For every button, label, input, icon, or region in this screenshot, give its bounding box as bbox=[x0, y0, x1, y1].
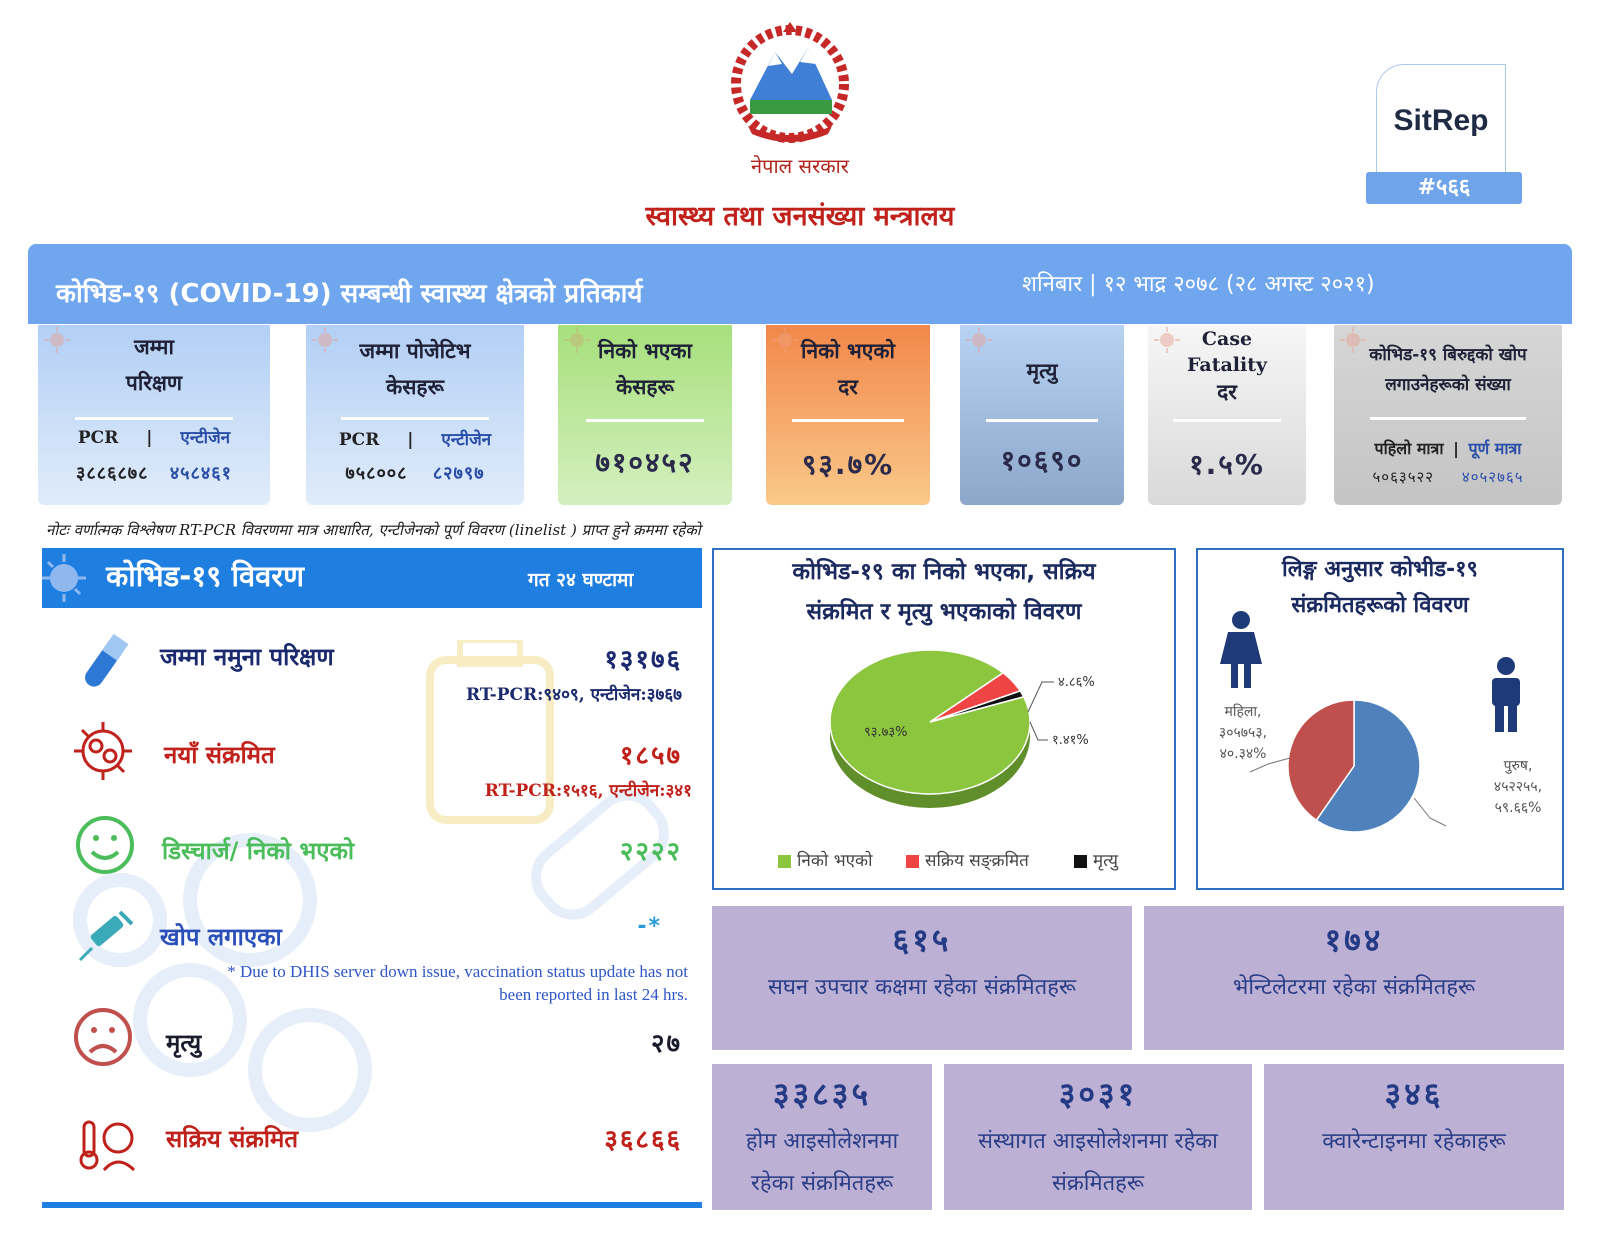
legend-label: निको भएको bbox=[797, 851, 873, 871]
card-value: ९३.७% bbox=[801, 448, 895, 481]
tile-value: १७४ bbox=[1324, 921, 1384, 959]
card-sub-labels bbox=[1334, 437, 1562, 459]
tile-institutional-isolation bbox=[944, 1064, 1252, 1210]
tile-value: ६१५ bbox=[892, 921, 952, 959]
outcome-pie-chart bbox=[714, 640, 1174, 840]
virus-icon bbox=[40, 548, 90, 608]
card-value: १०६९० bbox=[1000, 444, 1084, 477]
separator: | bbox=[407, 430, 414, 450]
card-total-tests bbox=[38, 325, 270, 505]
antigen-value: ८२७९७ bbox=[432, 463, 485, 484]
card-title-line2: केसहरू bbox=[616, 375, 674, 399]
card-title-line1: जम्मा पोजेटिभ bbox=[359, 339, 471, 363]
discharged-value: २२२२ bbox=[619, 837, 682, 867]
card-title-line3: दर bbox=[1217, 380, 1237, 404]
card-divider bbox=[792, 419, 904, 422]
tile-value: ३४६ bbox=[1384, 1075, 1444, 1113]
first-dose-label: पहिलो मात्रा bbox=[1374, 439, 1444, 458]
sitrep-label: SitRep bbox=[1393, 104, 1489, 137]
tile-label-line2: संक्रमितहरू bbox=[1052, 1171, 1144, 1196]
pcr-value: ३८८६८७८ bbox=[76, 463, 149, 484]
card-title-line1: निको भएका bbox=[598, 339, 692, 363]
footnote: नोटः वर्णात्मक विश्लेषण RT-PCR विवरणमा मात्र आधारित, एन्टीजेनको पूर्ण विवरण (linelist ) प्राप्त हुने क्रममा रहेको bbox=[46, 521, 701, 539]
banner-title: कोभिड-१९ (COVID-19) सम्बन्धी स्वास्थ्य क्षेत्रको प्रतिकार्य bbox=[56, 279, 643, 309]
card-deaths bbox=[960, 325, 1124, 505]
slice-label-deaths: १.४१% bbox=[1052, 733, 1089, 748]
sitrep-number: #५६६ bbox=[1366, 172, 1522, 204]
full-dose-label: पूर्ण मात्रा bbox=[1468, 439, 1522, 458]
test-tube-icon bbox=[70, 628, 136, 694]
vaccinated-label: खोप लगाएका bbox=[160, 923, 282, 951]
smiley-icon bbox=[72, 812, 138, 878]
government-name: नेपाल सरकार bbox=[751, 154, 849, 178]
vaccination-note-line2: been reported in last 24 hrs. bbox=[499, 985, 688, 1004]
tests-breakdown: RT-PCR:९४०९, एन्टीजेन:३७६७ bbox=[465, 685, 682, 705]
new-cases-value: १८५७ bbox=[619, 741, 682, 771]
tile-label: भेन्टिलेटरमा रहेका संक्रमितहरू bbox=[1232, 975, 1476, 1000]
ministry-name: स्वास्थ्य तथा जनसंख्या मन्त्रालय bbox=[645, 201, 955, 232]
card-title-line2: दर bbox=[838, 375, 858, 399]
new-cases-label: नयाँ संक्रमित bbox=[164, 741, 275, 769]
pcr-label: PCR bbox=[338, 430, 380, 450]
nepal-government-emblem bbox=[720, 22, 860, 152]
card-sub-labels bbox=[306, 427, 524, 450]
new-cases-breakdown: RT-PCR:१५१६, एन्टीजेन:३४१ bbox=[484, 781, 692, 801]
card-case-fatality bbox=[1148, 325, 1306, 505]
legend-recovered bbox=[778, 848, 873, 871]
card-title-line1: कोभिड-१९ बिरुद्दको खोप bbox=[1369, 345, 1527, 365]
card-title-line1: जम्मा bbox=[134, 335, 174, 359]
gender-chart-title-line1: लिङ्ग अनुसार कोभीड-१९ bbox=[1282, 557, 1478, 582]
separator: | bbox=[146, 428, 153, 448]
active-label: सक्रिय संक्रमित bbox=[166, 1125, 299, 1153]
card-divider bbox=[1370, 417, 1525, 420]
virus-icon bbox=[966, 327, 992, 353]
card-total-positive bbox=[306, 325, 524, 505]
card-title-line2: परिक्षण bbox=[125, 371, 183, 395]
male-label-count: ४५२२५५, bbox=[1493, 779, 1543, 795]
tile-value: ३०३१ bbox=[1058, 1075, 1138, 1113]
card-title-line1: निको भएको bbox=[801, 339, 895, 363]
legend-swatch bbox=[778, 855, 791, 868]
legend-label: मृत्यु bbox=[1093, 851, 1118, 871]
banner-date: शनिबार | १२ भाद्र २०७८ (२८ अगस्ट २०२१) bbox=[1022, 272, 1375, 297]
card-divider bbox=[75, 417, 233, 420]
female-label-pct: ४०.३४% bbox=[1219, 746, 1267, 762]
outcome-chart-title-line1: कोभिड-१९ का निको भएका, सक्रिय bbox=[792, 559, 1096, 585]
card-divider bbox=[1173, 419, 1280, 422]
female-data-label bbox=[1208, 702, 1278, 765]
legend-label: सक्रिय सङ्क्रमित bbox=[925, 851, 1029, 871]
card-title-line2: Fatality bbox=[1186, 354, 1268, 376]
card-recovery-rate bbox=[766, 325, 930, 505]
tile-icu bbox=[712, 906, 1132, 1050]
full-dose-value: ४०५२७६५ bbox=[1461, 468, 1524, 486]
card-divider bbox=[341, 417, 489, 420]
tile-label: सघन उपचार कक्षमा रहेका संक्रमितहरू bbox=[767, 975, 1076, 1000]
vaccination-note bbox=[96, 960, 688, 1006]
separator: | bbox=[1453, 439, 1459, 458]
legend-swatch bbox=[1074, 855, 1087, 868]
card-sub-values bbox=[306, 461, 524, 485]
first-dose-value: ५०६३५२२ bbox=[1372, 468, 1435, 486]
tile-label-line2: रहेका संक्रमितहरू bbox=[750, 1171, 894, 1196]
vaccinated-value: -* bbox=[637, 914, 662, 939]
discharged-label: डिस्चार्ज/ निको भएको bbox=[162, 837, 355, 865]
tile-home-isolation bbox=[712, 1064, 932, 1210]
card-vaccinated bbox=[1334, 325, 1562, 505]
card-title-line2: लगाउनेहरूको संख्या bbox=[1385, 375, 1511, 395]
male-label-pct: ५९.६६% bbox=[1494, 800, 1542, 816]
legend-deaths bbox=[1074, 848, 1118, 871]
slice-label-active: ४.८६% bbox=[1058, 675, 1095, 690]
leader-line bbox=[1414, 798, 1446, 826]
card-divider bbox=[986, 419, 1098, 422]
card-sub-labels bbox=[38, 425, 270, 448]
tile-ventilator bbox=[1144, 906, 1564, 1050]
antigen-label: एन्टीजेन bbox=[441, 430, 492, 450]
outcome-chart-title-line2: संक्रमित र मृत्यु भएकाको विवरण bbox=[806, 599, 1082, 625]
tests-label: जम्मा नमुना परिक्षण bbox=[160, 643, 334, 671]
slice-label-recovered: ९३.७३% bbox=[864, 725, 908, 740]
card-recovered bbox=[558, 325, 732, 505]
left-panel-bottom-rule bbox=[42, 1202, 702, 1208]
daily-summary-title: कोभिड-१९ विवरण bbox=[106, 559, 305, 593]
gender-chart-title-line2: संक्रमितहरूको विवरण bbox=[1291, 593, 1469, 618]
tile-value: ३३८३५ bbox=[772, 1075, 872, 1113]
card-divider bbox=[586, 419, 704, 422]
male-label-name: पुरुष, bbox=[1503, 758, 1533, 774]
deaths-label: मृत्यु bbox=[166, 1029, 202, 1057]
tests-value: १३१७६ bbox=[604, 645, 682, 675]
card-title-line2: केसहरू bbox=[386, 375, 444, 399]
antigen-value: ४५८४६१ bbox=[169, 463, 232, 484]
deaths-value: २७ bbox=[650, 1029, 682, 1059]
pcr-value: ७५८००८ bbox=[345, 463, 408, 484]
tile-label-line1: होम आइसोलेशनमा bbox=[745, 1129, 899, 1154]
male-data-label bbox=[1478, 756, 1558, 819]
legend-active bbox=[906, 848, 1029, 871]
antigen-label: एन्टीजेन bbox=[180, 428, 231, 448]
female-label-name: महिला, bbox=[1224, 704, 1262, 720]
pcr-label: PCR bbox=[77, 428, 119, 448]
vaccination-note-line1: * Due to DHIS server down issue, vaccination status update has not bbox=[227, 962, 688, 981]
leader-line bbox=[1028, 682, 1054, 712]
daily-summary-subtitle: गत २४ घण्टामा bbox=[528, 569, 634, 591]
sad-face-icon bbox=[70, 1004, 136, 1070]
female-label-count: ३०५७५३, bbox=[1218, 725, 1268, 741]
card-value: १.५% bbox=[1189, 448, 1265, 481]
tile-label: क्वारेन्टाइनमा रहेकाहरू bbox=[1322, 1129, 1506, 1154]
card-sub-values bbox=[38, 461, 270, 485]
tile-quarantine bbox=[1264, 1064, 1564, 1210]
card-sub-values bbox=[1334, 467, 1562, 487]
card-title-line1: Case bbox=[1201, 328, 1253, 350]
tile-label-line1: संस्थागत आइसोलेशनमा रहेका bbox=[978, 1129, 1218, 1154]
card-value: ७१०४५२ bbox=[595, 446, 695, 479]
virus-cluster-icon bbox=[70, 718, 136, 784]
leader-line bbox=[1030, 722, 1048, 740]
fever-patient-icon bbox=[76, 1110, 142, 1176]
card-title: मृत्यु bbox=[1026, 359, 1058, 383]
active-value: ३६८६६ bbox=[604, 1125, 682, 1155]
legend-swatch bbox=[906, 855, 919, 868]
